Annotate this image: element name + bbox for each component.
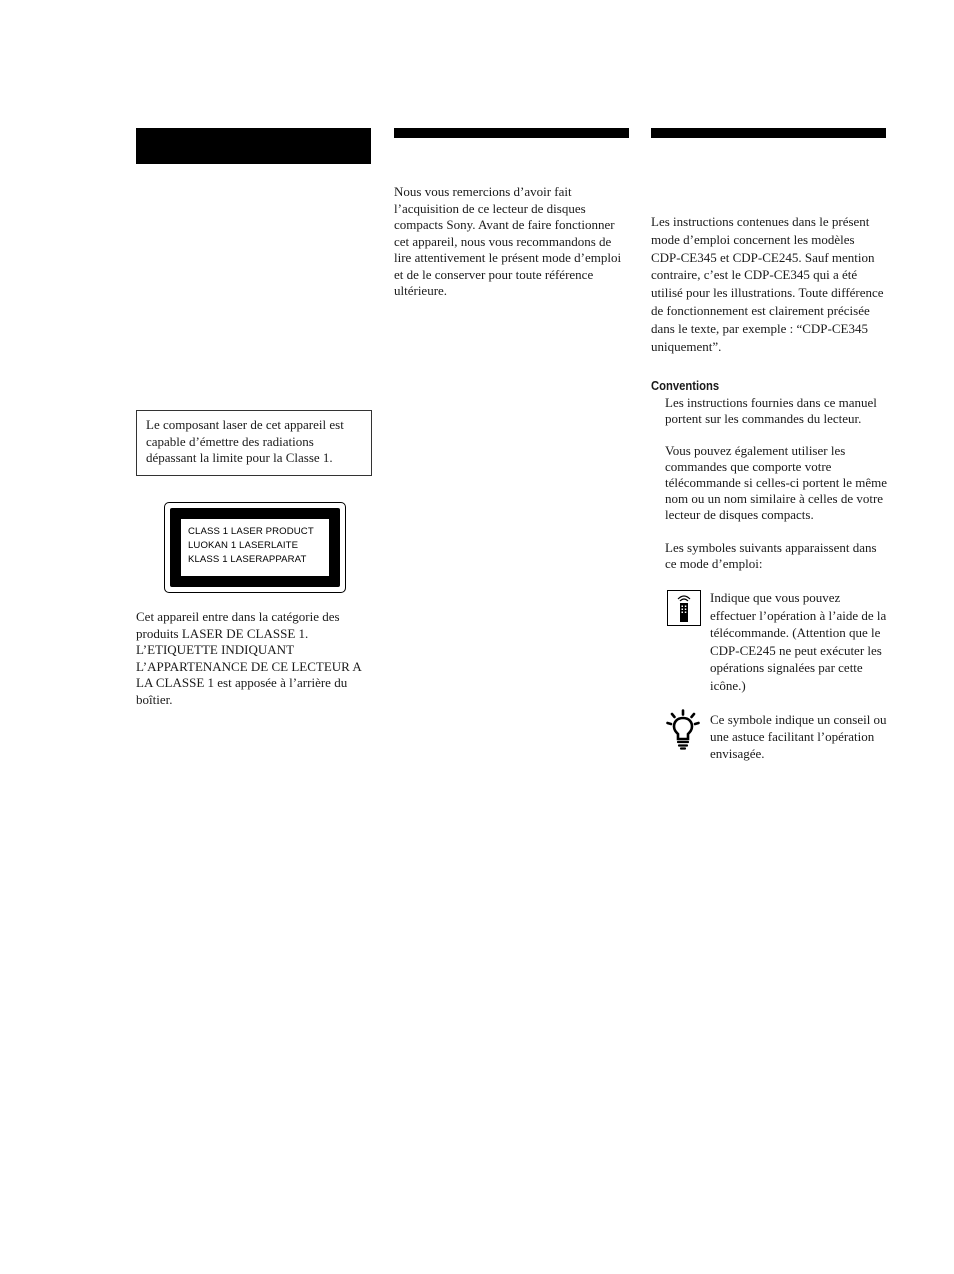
conventions-paragraph-2: Vous pouvez également utiliser les commandes que comporte votre télécommande si celles-ci portent le même nom ou un nom similaire à celles de votre lecteur de disques compacts. (665, 443, 887, 523)
laser-label-line-3: KLASS 1 LASERAPPARAT (188, 554, 307, 565)
tip-icon-description: Ce symbole indique un conseil ou une astuce facilitant l’opération envisagée. (710, 712, 887, 761)
right-header-bar (651, 128, 886, 138)
remote-icon-description: Indique que vous pouvez effectuer l’opération à l’aide de la télécommande. (Attention que le CDP-CE245 ne peut exécuter les opérations signalées par cette icône.) (710, 590, 887, 693)
lightbulb-tip-icon (666, 709, 700, 751)
laser-class-text: Cet appareil entre dans la catégorie des produits LASER DE CLASSE 1. L’ETIQUETTE INDIQUANT L’APPARTENANCE DE CE LECTEUR A LA CLASSE 1 est apposée à l’arrière du boîtier. (136, 609, 362, 707)
laser-label-line-1: CLASS 1 LASER PRODUCT (188, 526, 314, 537)
laser-warning-box (136, 410, 372, 476)
remote-control-icon (667, 590, 701, 626)
laser-label-panel (181, 519, 329, 576)
laser-label-border (170, 508, 340, 587)
intro-paragraph: Nous vous remercions d’avoir fait l’acquisition de ce lecteur de disques compacts Sony. Avant de faire fonctionner cet appareil, nous vous recommandons de lire attentivement le présent mode d’emploi et de le conserver pour toute référence ultérieure. (394, 184, 622, 298)
conventions-heading: Conventions (651, 379, 720, 393)
models-paragraph: Les instructions contenues dans le présent mode d’emploi concernent les modèles CDP-CE345 et CDP-CE245. Sauf mention contraire, c’est le CDP-CE345 qui a été utilisé pour les illustrations. Toute différence de fonctionnement est clairement précisée dans le texte, par exemple : “CDP-CE345 uniquement”. (651, 214, 884, 354)
left-header-bar (136, 128, 371, 164)
conventions-paragraph-1: Les instructions fournies dans ce manuel portent sur les commandes du lecteur. (665, 395, 877, 427)
laser-warning-text: Le composant laser de cet appareil est capable d’émettre des radiations dépassant la limite pour la Classe 1. (146, 417, 344, 465)
middle-header-bar (394, 128, 629, 138)
laser-label-line-2: LUOKAN 1 LASERLAITE (188, 540, 299, 551)
conventions-paragraph-3: Les symboles suivants apparaissent dans ce mode d’emploi: (665, 540, 877, 572)
laser-class-label (164, 502, 346, 593)
